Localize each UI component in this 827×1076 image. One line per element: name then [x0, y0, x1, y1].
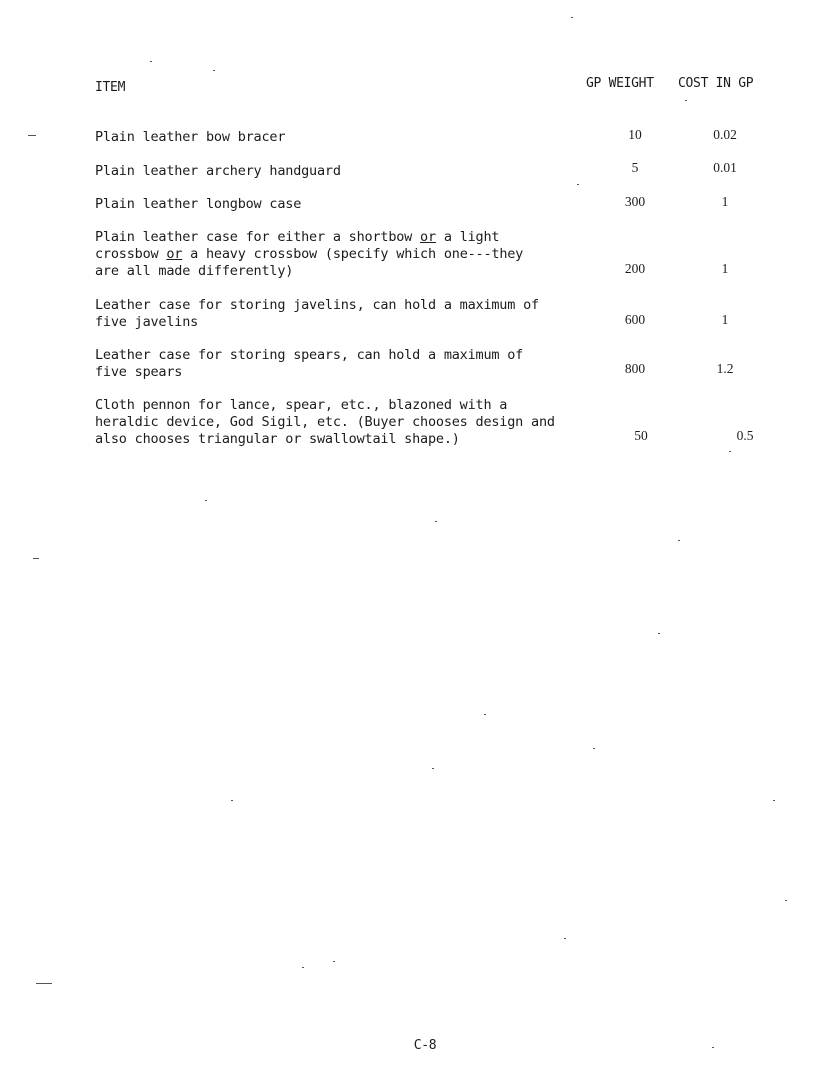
item-line: Plain leather archery handguard [95, 163, 341, 179]
emphasis-or: or [420, 229, 436, 245]
scan-speck [231, 800, 233, 801]
page-number: C-8 [413, 1038, 437, 1053]
scan-speck [302, 967, 304, 968]
item-description [95, 297, 615, 331]
item-weight: 10 [628, 127, 642, 142]
scan-speck [685, 100, 687, 101]
scan-speck [432, 768, 434, 769]
item-cost: 0.5 [736, 428, 754, 443]
item-cost: 0.01 [713, 160, 737, 175]
item-text: a light [435, 229, 500, 245]
item-line: Cloth pennon for lance, spear, etc., blazoned with a [95, 397, 508, 413]
item-description [95, 129, 615, 146]
scan-speck [593, 748, 595, 749]
item-line [95, 229, 615, 246]
scan-speck [571, 17, 573, 18]
column-header-item: ITEM [95, 80, 126, 95]
item-weight: 50 [634, 428, 648, 443]
item-cost: 1 [721, 261, 729, 276]
item-description [95, 347, 615, 381]
scan-speck [658, 633, 660, 634]
item-cost: 0.02 [713, 127, 737, 142]
item-weight: 300 [624, 194, 646, 209]
item-weight: 600 [624, 312, 646, 327]
scan-speck [484, 714, 486, 715]
item-weight: 800 [624, 361, 646, 376]
scan-speck [28, 135, 36, 136]
item-line: also chooses triangular or swallowtail shape.) [95, 431, 460, 447]
scan-speck [773, 800, 775, 801]
item-cost: 1.2 [716, 361, 734, 376]
column-header-weight: GP WEIGHT [586, 76, 654, 91]
scan-speck [712, 1047, 714, 1048]
scan-speck [33, 558, 39, 559]
item-line: heraldic device, God Sigil, etc. (Buyer chooses design and [95, 414, 555, 430]
item-line: Plain leather longbow case [95, 196, 302, 212]
item-weight: 200 [624, 261, 646, 276]
item-line: five javelins [95, 314, 199, 330]
item-line: Leather case for storing javelins, can hold a maximum of [95, 297, 539, 313]
scan-speck [213, 70, 215, 71]
scan-speck [205, 500, 207, 501]
item-line: five spears [95, 364, 183, 380]
column-header-cost: COST IN GP [678, 76, 754, 91]
item-description [95, 229, 615, 280]
emphasis-or: or [166, 246, 183, 262]
item-cost: 1 [721, 194, 729, 209]
scan-speck [150, 61, 152, 62]
item-weight: 5 [631, 160, 639, 175]
item-description [95, 163, 615, 180]
item-line: are all made differently) [95, 263, 294, 279]
item-text: a heavy crossbow (specify which one---they [182, 246, 524, 262]
item-cost: 1 [721, 312, 729, 327]
item-line: Plain leather bow bracer [95, 129, 286, 145]
item-text: crossbow [95, 246, 167, 262]
scan-speck [564, 938, 566, 939]
scan-speck [333, 961, 335, 962]
scan-speck [435, 521, 437, 522]
item-description [95, 196, 615, 213]
scan-speck [678, 540, 680, 541]
scan-speck [729, 451, 731, 452]
item-line [95, 246, 615, 263]
scan-speck [785, 900, 787, 901]
scan-speck [577, 184, 579, 185]
item-text: Plain leather case for either a shortbow [95, 229, 421, 245]
item-line: Leather case for storing spears, can hold a maximum of [95, 347, 524, 363]
scan-speck [36, 983, 52, 984]
item-description [95, 397, 615, 448]
